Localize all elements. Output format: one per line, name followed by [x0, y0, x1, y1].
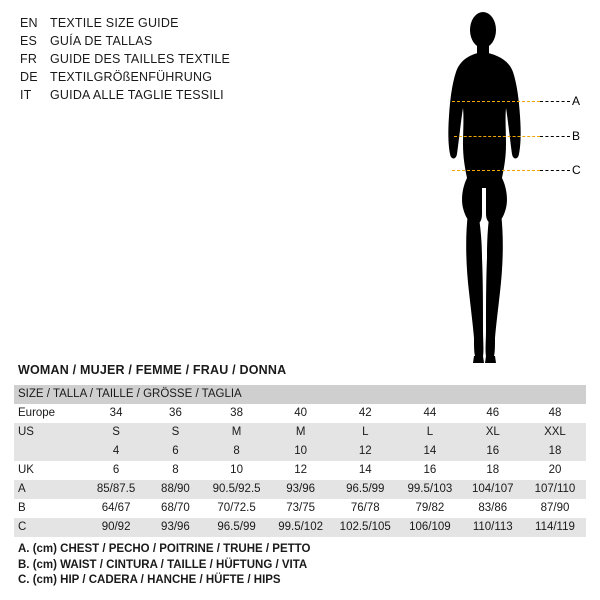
table-cell: 34 — [86, 404, 147, 423]
measure-leader-hip — [540, 170, 570, 171]
language-code: DE — [20, 70, 38, 84]
table-cell: 99.5/102 — [269, 518, 332, 537]
table-cell: 76/78 — [332, 499, 398, 518]
table-cell: 93/96 — [269, 480, 332, 499]
table-cell: 10 — [269, 442, 332, 461]
table-cell: 104/107 — [462, 480, 524, 499]
language-title: GUIDA ALLE TAGLIE TESSILI — [50, 88, 224, 102]
category-heading: WOMAN / MUJER / FEMME / FRAU / DONNA — [18, 363, 287, 377]
female-silhouette-figure — [430, 8, 590, 368]
table-cell: 114/119 — [524, 518, 586, 537]
legend-item-a: A. (cm) CHEST / PECHO / POITRINE / TRUHE / PETTO — [18, 543, 311, 555]
table-cell: 18 — [524, 442, 586, 461]
table-cell: 106/109 — [398, 518, 461, 537]
language-row — [20, 16, 350, 34]
language-title: GUÍA DE TALLAS — [50, 34, 153, 48]
table-cell: 93/96 — [147, 518, 205, 537]
language-code: EN — [20, 16, 38, 30]
table-cell: S — [86, 423, 147, 442]
measure-label-b: B — [572, 129, 581, 143]
table-cell: 96.5/99 — [204, 518, 269, 537]
row-label — [14, 442, 86, 461]
size-table — [14, 385, 586, 537]
language-code: IT — [20, 88, 32, 102]
row-label: A — [14, 480, 86, 499]
table-cell: 38 — [204, 404, 269, 423]
table-cell: 46 — [462, 404, 524, 423]
language-row — [20, 34, 350, 52]
language-code: ES — [20, 34, 38, 48]
table-cell: 85/87.5 — [86, 480, 147, 499]
table-cell: 73/75 — [269, 499, 332, 518]
row-label: C — [14, 518, 86, 537]
table-cell: S — [147, 423, 205, 442]
language-row — [20, 52, 350, 70]
legend-item-c: C. (cm) HIP / CADERA / HANCHE / HÜFTE / HIPS — [18, 574, 281, 586]
table-cell: L — [398, 423, 461, 442]
table-row — [14, 480, 586, 499]
table-cell: 8 — [147, 461, 205, 480]
table-cell: 90.5/92.5 — [204, 480, 269, 499]
table-cell: 16 — [398, 461, 461, 480]
row-label: UK — [14, 461, 86, 480]
language-title: TEXTILE SIZE GUIDE — [50, 16, 179, 30]
measure-line-waist — [454, 136, 540, 137]
table-cell: 90/92 — [86, 518, 147, 537]
table-row — [14, 461, 586, 480]
table-cell: 12 — [332, 442, 398, 461]
language-row — [20, 70, 350, 88]
table-cell: 14 — [398, 442, 461, 461]
table-cell: 10 — [204, 461, 269, 480]
measure-line-chest — [452, 101, 540, 102]
table-cell: 6 — [147, 442, 205, 461]
table-cell: 64/67 — [86, 499, 147, 518]
table-cell: 36 — [147, 404, 205, 423]
table-cell: 16 — [462, 442, 524, 461]
row-label: Europe — [14, 404, 86, 423]
language-title: TEXTILGRÖßENFÜHRUNG — [50, 70, 213, 84]
table-cell: 83/86 — [462, 499, 524, 518]
table-cell: 44 — [398, 404, 461, 423]
table-cell: L — [332, 423, 398, 442]
row-label: US — [14, 423, 86, 442]
table-row — [14, 423, 586, 442]
table-cell: 42 — [332, 404, 398, 423]
measure-label-c: C — [572, 163, 581, 177]
table-cell: 48 — [524, 404, 586, 423]
language-row — [20, 88, 350, 106]
table-cell: 88/90 — [147, 480, 205, 499]
legend-item-b: B. (cm) WAIST / CINTURA / TAILLE / HÜFTUNG / VITA — [18, 558, 308, 571]
table-row — [14, 499, 586, 518]
table-cell: 8 — [204, 442, 269, 461]
language-title: GUIDE DES TAILLES TEXTILE — [50, 52, 231, 66]
table-row — [14, 442, 586, 461]
table-cell: 14 — [332, 461, 398, 480]
table-cell: 20 — [524, 461, 586, 480]
table-header-label: SIZE / TALLA / TAILLE / GRÖSSE / TAGLIA — [18, 388, 242, 400]
table-cell: 18 — [462, 461, 524, 480]
woman-silhouette-icon — [430, 8, 590, 368]
table-cell: 4 — [86, 442, 147, 461]
language-header-list — [20, 16, 350, 106]
table-cell: 87/90 — [524, 499, 586, 518]
table-cell: 70/72.5 — [204, 499, 269, 518]
table-cell: 68/70 — [147, 499, 205, 518]
table-row — [14, 404, 586, 423]
table-cell: 40 — [269, 404, 332, 423]
table-cell: M — [269, 423, 332, 442]
measure-label-a: A — [572, 94, 581, 108]
measure-line-hip — [452, 170, 540, 171]
table-cell: XXL — [524, 423, 586, 442]
table-cell: 110/113 — [462, 518, 524, 537]
measurement-legend — [18, 542, 310, 589]
table-cell: 79/82 — [398, 499, 461, 518]
table-cell: XL — [462, 423, 524, 442]
table-header-row — [14, 385, 586, 404]
table-cell: 96.5/99 — [332, 480, 398, 499]
table-cell: M — [204, 423, 269, 442]
language-code: FR — [20, 52, 38, 66]
measure-leader-waist — [540, 136, 570, 137]
table-cell: 99.5/103 — [398, 480, 461, 499]
row-label: B — [14, 499, 86, 518]
table-row — [14, 518, 586, 537]
table-cell: 12 — [269, 461, 332, 480]
table-cell: 102.5/105 — [332, 518, 398, 537]
table-cell: 6 — [86, 461, 147, 480]
table-cell: 107/110 — [524, 480, 586, 499]
measure-leader-chest — [540, 101, 570, 102]
